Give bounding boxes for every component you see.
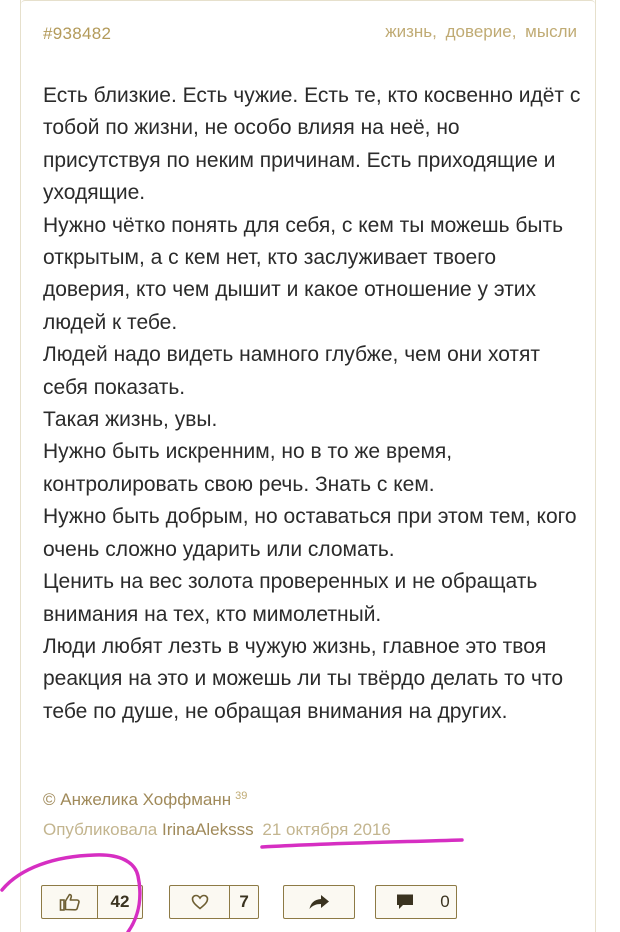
quote-text (43, 80, 583, 728)
quote-paragraph: Люди любят лезть в чужую жизнь, главное это твоя реакция на это и можешь ли ты твёрдо делать то что тебе по душе, не обращая внимания на других. (43, 634, 564, 723)
quote-paragraph: Ценить на вес золота проверенных и не обращать внимания на тех, кто мимолетный. (43, 570, 538, 626)
publisher-link[interactable]: IrinaAleksss (162, 820, 254, 839)
quote-paragraph: Нужно чётко понять для себя, с кем ты можешь быть открытым, а с кем нет, кто заслуживает твоего доверия, кто чем дышит и какое отношение у этих людей к тебе. (43, 213, 564, 334)
quote-card (20, 0, 596, 932)
quote-paragraph: Нужно быть искренним, но в то же время, контролировать свою речь. Знать с кем. (43, 440, 453, 496)
publish-date: 21 октября 2016 (262, 820, 391, 839)
published-line (43, 820, 391, 840)
tag-link[interactable]: мысли (525, 22, 577, 41)
comment-count: 0 (440, 892, 450, 911)
heart-icon (170, 886, 229, 918)
quote-paragraph: Такая жизнь, увы. (43, 408, 218, 432)
tag-list (381, 22, 577, 42)
thumbs-up-icon (42, 886, 97, 918)
like-button[interactable] (41, 885, 143, 919)
quote-paragraph: Людей надо видеть намного глубже, чем они хотят себя показать. (43, 343, 541, 399)
tag-link[interactable]: жизнь, (385, 22, 437, 41)
post-id-link[interactable]: #938482 (43, 24, 112, 43)
author-line (43, 790, 247, 810)
author-link[interactable]: © Анжелика Хоффманн (43, 790, 232, 809)
favorite-button[interactable] (169, 885, 259, 919)
favorite-count: 7 (229, 886, 258, 918)
like-count: 42 (97, 886, 142, 918)
comment-icon (376, 886, 434, 918)
card-top-border (21, 0, 595, 5)
published-label: Опубликовала (43, 820, 158, 839)
comment-button[interactable] (375, 885, 457, 919)
quote-paragraph: Нужно быть добрым, но оставаться при этом тем, кого очень сложно ударить или сломать. (43, 505, 577, 561)
share-arrow-icon (284, 886, 354, 918)
author-count: 39 (235, 790, 248, 802)
tag-link[interactable]: доверие, (445, 22, 517, 41)
share-button[interactable] (283, 885, 355, 919)
quote-paragraph: Есть близкие. Есть чужие. Есть те, кто косвенно идёт с тобой по жизни, не особо влияя на неё, но присутствуя по неким причинам. Есть приходящие и уходящие. (43, 84, 581, 205)
